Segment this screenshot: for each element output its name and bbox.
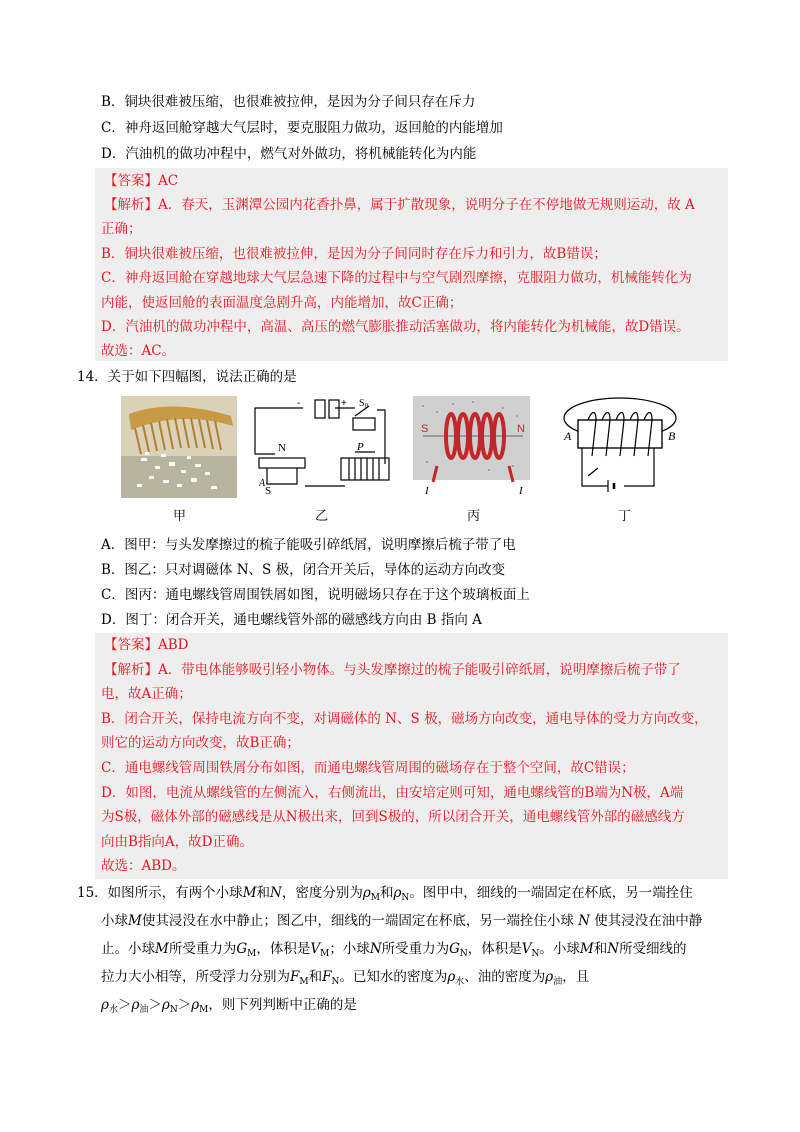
q13-option-c: C．神舟返回舱穿越大气层时，要克服阻力做功，返回舱的内能增加 (101, 120, 503, 136)
q13-analysis-line: C．神舟返回舱在穿越地球大气层急速下降的过程中与空气剧烈摩擦，克服阻力做功，机械能转化为 (101, 270, 692, 286)
q14-option-d: D．图丁：闭合开关，通电螺线管外部的磁感线方向由 B 指向 A (101, 612, 482, 628)
q14-analysis-line: B．闭合开关，保持电流方向不变，对调磁体的 N、S 极，磁场方向改变，通电导体的受力方向改变， (101, 711, 708, 727)
q14-option-a: A．图甲：与头发摩擦过的梳子能吸引碎纸屑，说明摩擦后梳子带了电 (101, 537, 516, 553)
q14-option-c: C．图丙：通电螺线管周围铁屑如图，说明磁场只存在于这个玻璃板面上 (101, 587, 530, 603)
q13-analysis-line: 【解析】A．春天，玉渊潭公园内花香扑鼻，属于扩散现象，说明分子在不停地做无规则运动，故 A (104, 197, 695, 213)
q15-stem-line: $\rho_水>\rho_油>\rho_N>\rho_M$，则下列判断中正确的是 (101, 997, 357, 1015)
q13-option-d: D．汽油机的做功冲程中，燃气对外做功，将机械能转化为内能 (101, 146, 477, 162)
q14-option-b: B．图乙：只对调磁体 N、S 极，闭合开关后，导体的运动方向改变 (101, 562, 506, 578)
q14-analysis-line: 向由B指向A，故D正确。 (101, 834, 253, 850)
figure-yi-circuit (245, 396, 395, 498)
q14-analysis-line: 【解析】A．带电体能够吸引轻小物体。与头发摩擦过的梳子能吸引碎纸屑，说明摩擦后梳子带了 (104, 662, 681, 678)
q14-answer: 【答案】ABD (104, 637, 189, 653)
caption-yi: 乙 (315, 509, 329, 524)
label-plus: + (341, 398, 347, 409)
q13-analysis-line: B．铜块很难被压缩，也很难被拉伸，是因为分子间同时存在斥力和引力，故B错误； (101, 246, 607, 262)
label-s: S (421, 423, 429, 435)
q15-stem-line: 小球M使其浸没在水中静止；图乙中，细线的一端固定在杯底，另一端拴住小球 N 使其浸没在油中静 (101, 913, 703, 929)
label-current: I (425, 485, 429, 497)
q13-analysis-line: 正确； (101, 221, 142, 237)
caption-ding: 丁 (618, 509, 632, 524)
q15-stem-line: 15．如图所示，有两个小球M和N，密度分别为$\rho_M$和$\rho_N$。图甲中，细线的一端固定在杯底，另一端拴住 (77, 885, 693, 903)
q13-analysis-line: D．汽油机的做功冲程中，高温、高压的燃气膨胀推动活塞做功，将内能转化为机械能，故D错误。 (101, 319, 690, 335)
label-s: S (265, 485, 272, 497)
label-n: N (517, 423, 525, 435)
label-p: P (357, 441, 364, 453)
caption-jia: 甲 (173, 509, 187, 524)
label-b: B (668, 429, 676, 443)
caption-bing: 丙 (467, 509, 481, 524)
label-a: A (259, 478, 266, 489)
q14-analysis-line: 故选：ABD。 (101, 858, 186, 874)
q14-analysis-line: 则它的运动方向改变，故B正确； (101, 735, 300, 751)
q14-analysis-line: D．如图，电流从螺线管的左侧流入，右侧流出，由安培定则可知，通电螺线管的B端为N极，A端 (101, 785, 684, 801)
label-minus: - (297, 398, 301, 409)
label-s0: $S_0$ (359, 398, 369, 410)
q13-option-b: B．铜块很难被压缩，也很难被拉伸，是因为分子间只存在斥力 (101, 94, 476, 110)
figure-jia-comb-photo (121, 396, 237, 498)
figure-ding-solenoid-diagram (558, 396, 688, 498)
label-a: A (564, 429, 572, 443)
q14-analysis-line: 电，故A正确； (101, 686, 192, 702)
label-n: N (278, 442, 286, 454)
figure-bing-solenoid-photo (413, 396, 530, 498)
label-current: I (519, 485, 523, 497)
q15-stem-line: 拉力大小相等，所受浮力分别为$F_M$和$F_N$。已知水的密度为$\rho_水$、油的密度为$\rho_油$，且 (101, 969, 590, 987)
q13-analysis-line: 内能，使返回舱的表面温度急剧升高，内能增加，故C正确； (101, 295, 463, 311)
q14-stem: 14．关于如下四幅图，说法正确的是 (77, 369, 297, 385)
q14-analysis-line: 为S极，磁体外部的磁感线是从N极出来，回到S极的，所以闭合开关，通电螺线管外部的磁感线方 (101, 809, 685, 825)
q15-stem-line: 止。小球M所受重力为$G_M$，体积是$V_M$；小球N所受重力为$G_N$，体积是$V_N$。小球M和N所受细线的 (101, 941, 687, 959)
q14-analysis-line: C．通电螺线管周围铁屑分布如图，而通电螺线管周围的磁场存在于整个空间，故C错误； (101, 760, 635, 776)
q13-answer: 【答案】AC (104, 173, 179, 189)
q13-analysis-line: 故选：AC。 (101, 343, 176, 359)
